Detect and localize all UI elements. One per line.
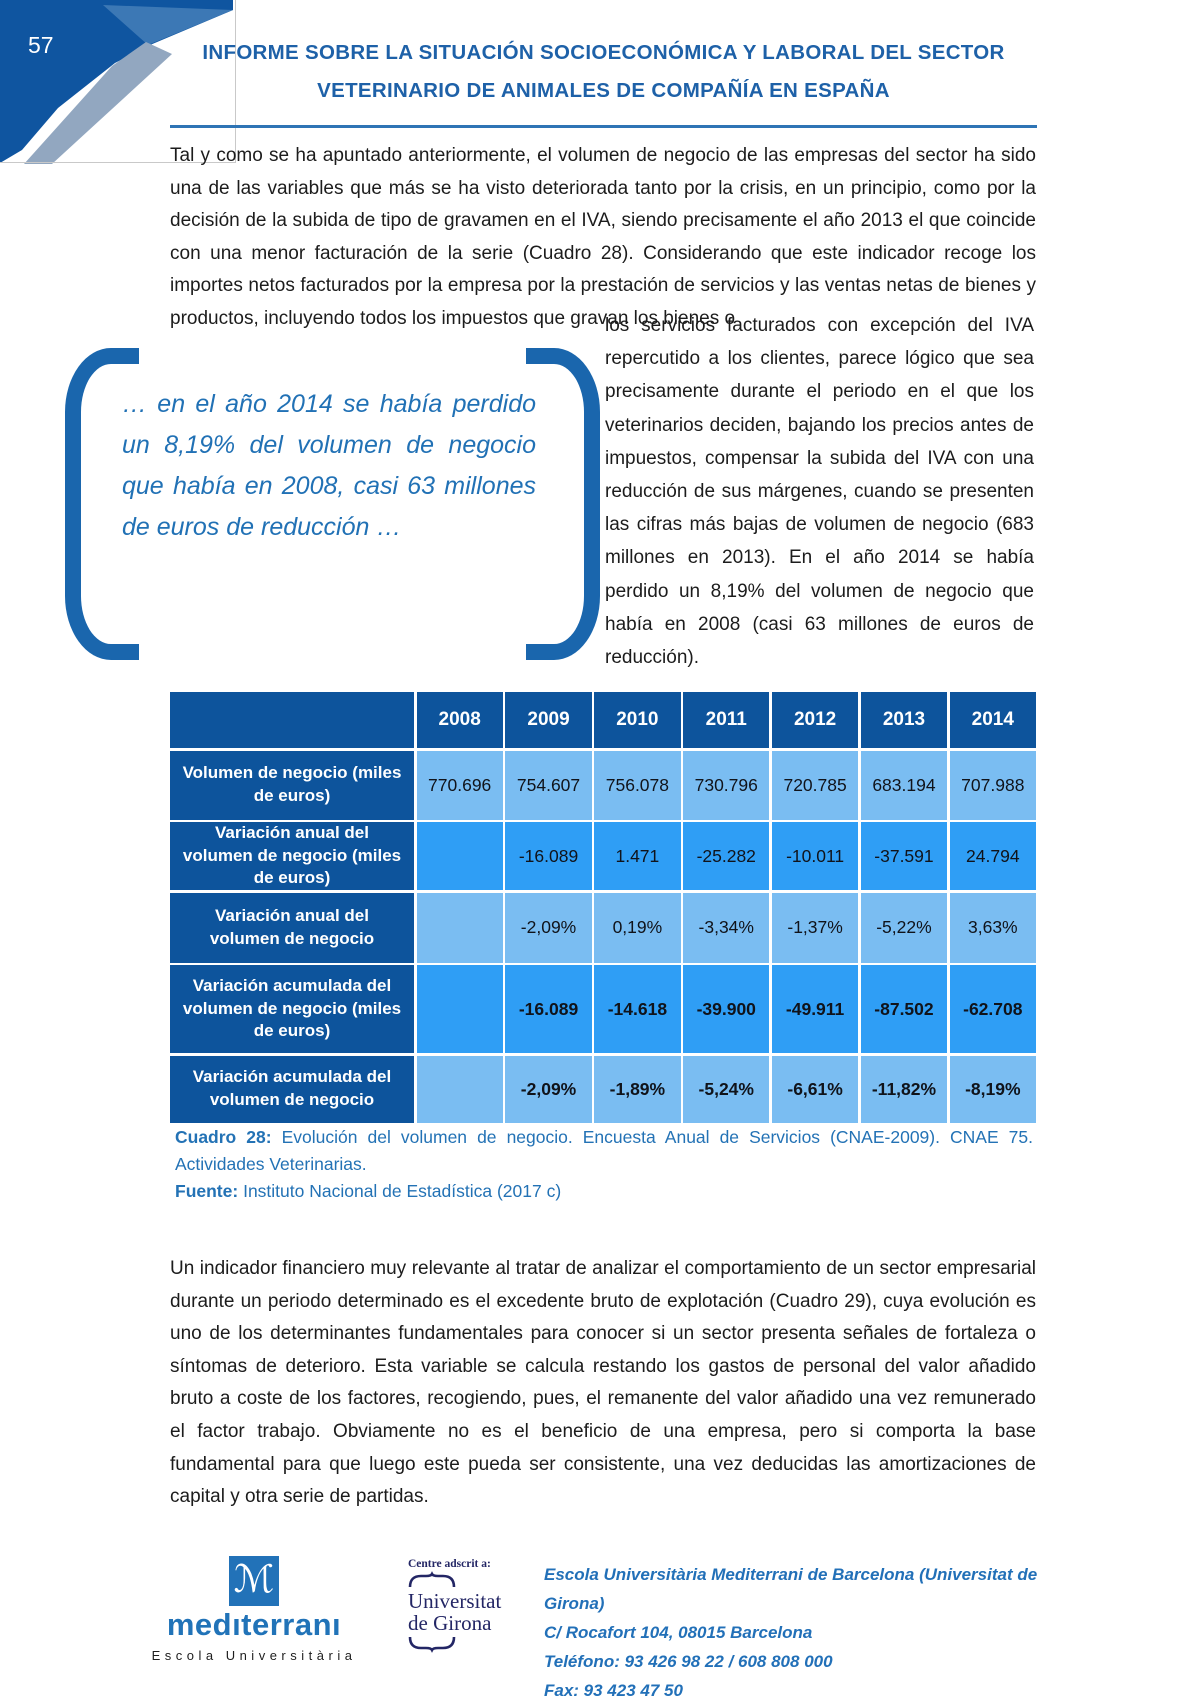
table-cell xyxy=(417,965,503,1053)
table-cell: -6,61% xyxy=(772,1056,858,1123)
title-rule xyxy=(170,125,1037,128)
table-cell: -2,09% xyxy=(505,1056,591,1123)
table-header-empty xyxy=(170,692,414,748)
udg-logo xyxy=(408,1558,548,1653)
udg-adscrit-label: Centre adscrit a: xyxy=(408,1558,491,1570)
table-row-label: Volumen de negocio (miles de euros) xyxy=(170,751,414,820)
table-cell: 730.796 xyxy=(683,751,769,820)
table-row-label: Variación acumulada del volumen de negocio xyxy=(170,1056,414,1123)
footer-contact xyxy=(544,1560,1064,1705)
caption-text: Evolución del volumen de negocio. Encuesta Anual de Servicios (CNAE-2009). CNAE 75. Actividades Veterinarias. xyxy=(175,1127,1033,1174)
table-cell: 720.785 xyxy=(772,751,858,820)
table-cell: -11,82% xyxy=(861,1056,947,1123)
table-cell: 1.471 xyxy=(594,822,680,890)
table-cell: -1,89% xyxy=(594,1056,680,1123)
table-cell: -62.708 xyxy=(950,965,1036,1053)
contact-line-address: C/ Rocafort 104, 08015 Barcelona xyxy=(544,1623,813,1642)
contact-line-fax: Fax: 93 423 47 50 xyxy=(544,1681,683,1700)
mediterrani-m: ℳ xyxy=(233,1557,275,1601)
udg-brace-top-icon xyxy=(408,1573,456,1588)
caption-source: Instituto Nacional de Estadística (2017 c) xyxy=(243,1181,562,1201)
paragraph-intro: Tal y como se ha apuntado anteriormente, el volumen de negocio de las empresas del sector ha sido una de las variables que más se ha visto deteriorada tanto por la crisis, en un principio, como por la decisión de la subida de tipo de gravamen en el IVA, siendo precisamente el año 2013 el que coincide con una menor facturación de la serie (Cuadro 28). Considerando que este indicador recoge los importes netos facturados por la empresa por la prestación de servicios y las ventas netas de bienes y productos, incluyendo todos los impuestos que gravan los bienes o xyxy=(170,145,1036,329)
table-cell: 683.194 xyxy=(861,751,947,820)
table-cell: 770.696 xyxy=(417,751,503,820)
contact-line-phone: Teléfono: 93 426 98 22 / 608 808 000 xyxy=(544,1652,833,1671)
table-cell: -49.911 xyxy=(772,965,858,1053)
table-cell: 3,63% xyxy=(950,893,1036,963)
table-cell: -39.900 xyxy=(683,965,769,1053)
udg-name-line1: Universitat xyxy=(408,1589,502,1613)
table-cell: 24.794 xyxy=(950,822,1036,890)
table-cell: -5,24% xyxy=(683,1056,769,1123)
table-cell: -5,22% xyxy=(861,893,947,963)
table-header-year: 2012 xyxy=(772,692,858,748)
table-header-year: 2009 xyxy=(505,692,591,748)
table-cell: -3,34% xyxy=(683,893,769,963)
table-cell: -10.011 xyxy=(772,822,858,890)
table-cell xyxy=(417,1056,503,1123)
table-cell: -14.618 xyxy=(594,965,680,1053)
pull-quote-text: … en el año 2014 se había perdido un 8,19% del volumen de negocio que había en 2008, casi 63 millones de euros de reducción … xyxy=(122,390,536,541)
table-cell: 754.607 xyxy=(505,751,591,820)
table-row-label: Variación anual del volumen de negocio xyxy=(170,893,414,963)
table-header-year: 2011 xyxy=(683,692,769,748)
table-cell xyxy=(417,893,503,963)
caption-label: Cuadro 28: xyxy=(175,1127,272,1147)
table-row-label: Variación acumulada del volumen de negocio (miles de euros) xyxy=(170,965,414,1053)
table-header-year: 2008 xyxy=(417,692,503,748)
paragraph-intro-continued: los servicios facturados con excepción del IVA repercutido a los clientes, parece lógico que sea precisamente durante el periodo en el que los veterinarios deciden, bajando los precios antes de impuestos, compensar la subida del IVA con una reducción de sus márgenes, cuando se presenten las cifras más bajas de volumen de negocio (683 millones en 2013). En el año 2014 se había perdido un 8,19% del volumen de negocio que había en 2008 (casi 63 millones de euros de reducción). xyxy=(605,315,1034,669)
table-cell xyxy=(417,822,503,890)
page-title-line2: VETERINARIO DE ANIMALES DE COMPAÑÍA EN ESPAÑA xyxy=(317,79,890,102)
mediterrani-name: medıterranı xyxy=(166,1607,342,1642)
udg-name-line2: de Girona xyxy=(408,1611,492,1635)
table-row-label: Variación anual del volumen de negocio (miles de euros) xyxy=(170,822,414,890)
table-cell: 707.988 xyxy=(950,751,1036,820)
table-cell: -2,09% xyxy=(505,893,591,963)
table-caption xyxy=(175,1124,1033,1205)
paragraph-ebe: Un indicador financiero muy relevante al tratar de analizar el comportamiento de un sector empresarial durante un periodo determinado es el excedente bruto de explotación (Cuadro 29), cuya evolución es uno de los determinantes fundamentales para conocer si un sector presenta señales de fortaleza o síntomas de deterioro. Esta variable se calcula restando los gastos de personal del valor añadido bruto a coste de los factores, recogiendo, pues, el remanente del valor añadido una vez remunerado el factor trabajo. Obviamente no es el beneficio de una empresa, pero si comporta la base fundamental para que luego este pueda ser consistente, una vez deducidas las amortizaciones de capital y otra serie de partidas. xyxy=(170,1258,1036,1508)
mediterrani-subtitle: Escola Universitària xyxy=(151,1648,357,1663)
table-cell: -1,37% xyxy=(772,893,858,963)
udg-brace-bottom-icon xyxy=(408,1636,456,1651)
contact-line-school: Escola Universitària Mediterrani de Barcelona (Universitat de Girona) xyxy=(544,1565,1038,1613)
table-cell: 756.078 xyxy=(594,751,680,820)
page-title xyxy=(170,34,1037,110)
caption-source-label: Fuente: xyxy=(175,1181,239,1201)
cuadro-28-table xyxy=(170,692,1036,1123)
quote-bracket-right-icon xyxy=(526,348,600,660)
table-header-year: 2010 xyxy=(594,692,680,748)
table-header-year: 2014 xyxy=(950,692,1036,748)
table-cell: -87.502 xyxy=(861,965,947,1053)
table-cell: -25.282 xyxy=(683,822,769,890)
table-cell: 0,19% xyxy=(594,893,680,963)
pull-quote xyxy=(65,348,600,660)
table-cell: -16.089 xyxy=(505,965,591,1053)
table-cell: -8,19% xyxy=(950,1056,1036,1123)
table-header-year: 2013 xyxy=(861,692,947,748)
page-number: 57 xyxy=(28,32,54,58)
table-cell: -37.591 xyxy=(861,822,947,890)
mediterrani-monogram-icon xyxy=(229,1556,279,1606)
table-cell: -16.089 xyxy=(505,822,591,890)
page-title-line1: INFORME SOBRE LA SITUACIÓN SOCIOECONÓMICA Y LABORAL DEL SECTOR xyxy=(202,41,1005,64)
mediterrani-logo xyxy=(147,1556,361,1663)
